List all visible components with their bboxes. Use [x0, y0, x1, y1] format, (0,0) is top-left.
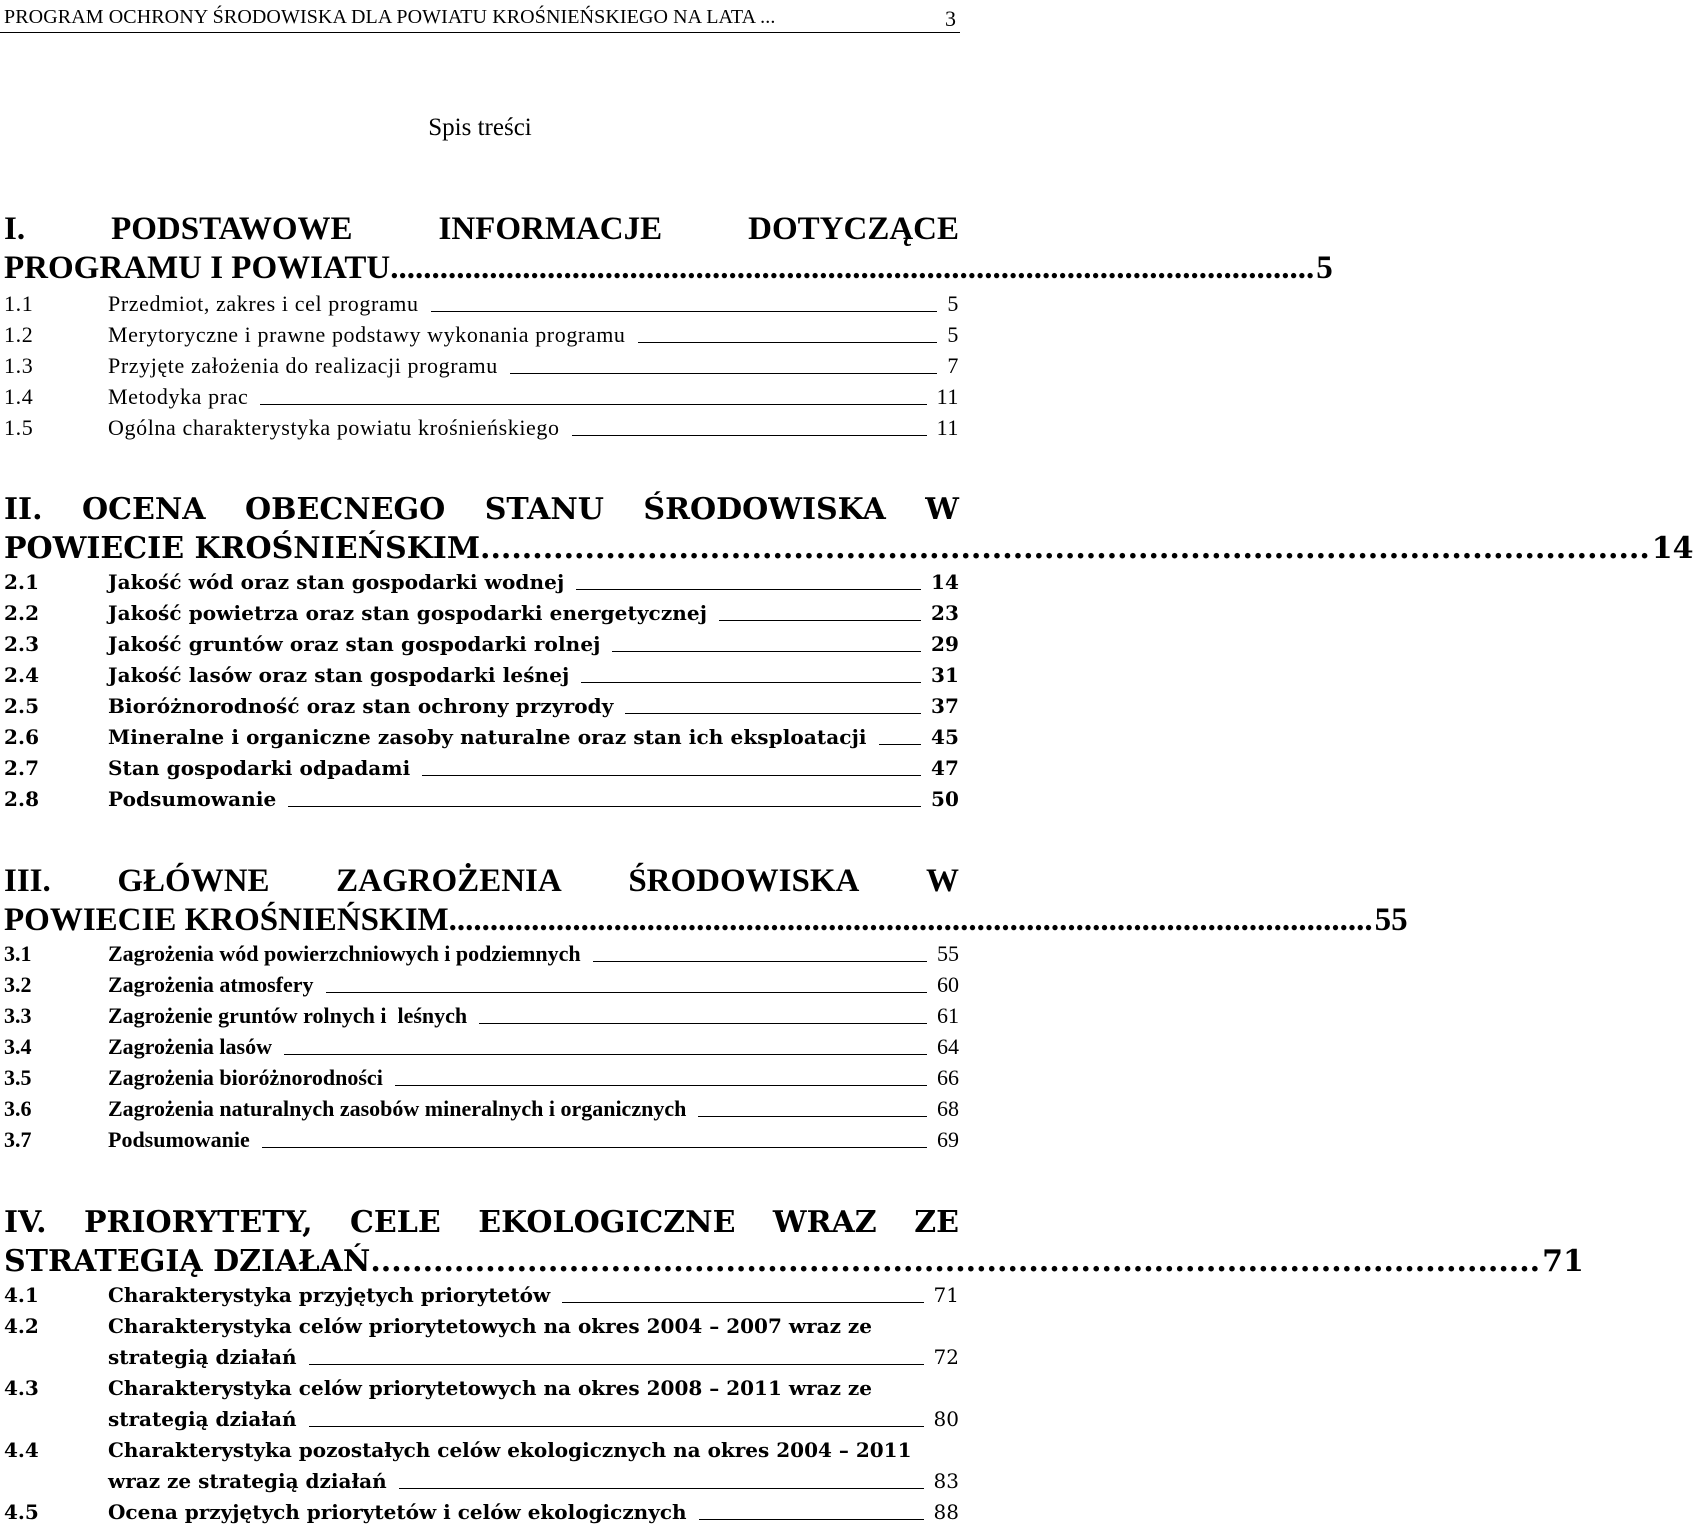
- toc-entry[interactable]: 3.4 Zagrożenia lasów 64: [4, 1034, 959, 1059]
- chapter-title: POWIECIE KROŚNIEŃSKIM: [4, 531, 481, 566]
- toc-entry[interactable]: 1.5 Ogólna charakterystyka powiatu krośnieńskiego 11: [4, 415, 959, 440]
- dot-leader: ................................................................................................................: [480, 531, 1650, 566]
- leader-line: [698, 1116, 927, 1117]
- leader-line: [638, 342, 938, 343]
- leader-line: [262, 1147, 927, 1148]
- leader-line: [422, 775, 921, 776]
- chapter-heading-line1: II. OCENA OBECNEGO STANU ŚRODOWISKA W: [4, 492, 959, 527]
- running-header: [0, 2, 960, 33]
- chapter-numeral: IV.: [4, 1205, 47, 1240]
- toc-entry[interactable]: 4.5 Ocena przyjętych priorytetów i celów ekologicznych 88: [4, 1500, 959, 1524]
- leader-line: [719, 620, 921, 621]
- toc-title: Spis treści: [428, 114, 532, 141]
- chapter-title: STRATEGIĄ DZIAŁAŃ: [4, 1244, 371, 1279]
- toc-entry[interactable]: 2.7 Stan gospodarki odpadami 47: [4, 756, 959, 780]
- toc-entry[interactable]: 1.2 Merytoryczne i prawne podstawy wykonania programu 5: [4, 322, 959, 347]
- leader-line: [562, 1302, 923, 1303]
- chapter-page: 14: [1651, 531, 1694, 566]
- toc-entry[interactable]: 1.3 Przyjęte założenia do realizacji programu 7: [4, 353, 959, 378]
- leader-line: [284, 1054, 927, 1055]
- leader-line: [395, 1085, 927, 1086]
- leader-line: [479, 1023, 927, 1024]
- leader-line: [879, 744, 921, 745]
- chapter-heading-line1: I. PODSTAWOWE INFORMACJE DOTYCZĄCE: [4, 211, 959, 247]
- toc-entry[interactable]: 3.3 Zagrożenie gruntów rolnych i leśnych 61: [4, 1003, 959, 1028]
- leader-line: [309, 1426, 924, 1427]
- leader-line: [581, 682, 921, 683]
- leader-line: [612, 651, 920, 652]
- toc-entry[interactable]: 4.4 Charakterystyka pozostałych celów ekologicznych na okres 2004 – 2011 wraz ze strategią działań 83: [4, 1438, 959, 1493]
- toc-entry[interactable]: 2.8 Podsumowanie 50: [4, 787, 959, 811]
- page-number: 3: [945, 6, 956, 31]
- leader-line: [288, 806, 921, 807]
- chapter-heading-line1: III. GŁÓWNE ZAGROŻENIA ŚRODOWISKA W: [4, 863, 959, 899]
- chapter-heading-line2: [4, 901, 1408, 940]
- toc-chapter[interactable]: [4, 1203, 1584, 1525]
- toc-entry[interactable]: 4.1 Charakterystyka przyjętych priorytetów 71: [4, 1283, 959, 1307]
- chapter-heading-line2: [4, 249, 1333, 288]
- toc-chapter[interactable]: [4, 490, 1694, 812]
- toc-chapter[interactable]: [4, 210, 1333, 441]
- chapter-page: 5: [1316, 250, 1333, 286]
- leader-line: [699, 1519, 924, 1520]
- dot-leader: ................................................................................................................: [448, 902, 1373, 938]
- leader-line: [510, 373, 938, 374]
- chapter-heading-line2: [4, 529, 1694, 568]
- toc-entry[interactable]: 2.6 Mineralne i organiczne zasoby naturalne oraz stan ich eksploatacji 45: [4, 725, 959, 749]
- chapter-numeral: II.: [4, 492, 43, 527]
- leader-line: [399, 1488, 924, 1489]
- chapter-title: POWIECIE KROŚNIEŃSKIM: [4, 902, 449, 938]
- toc-entry[interactable]: 2.3 Jakość gruntów oraz stan gospodarki rolnej 29: [4, 632, 959, 656]
- leader-line: [572, 435, 927, 436]
- toc-entry[interactable]: 2.2 Jakość powietrza oraz stan gospodarki energetycznej 23: [4, 601, 959, 625]
- chapter-heading-line2: [4, 1242, 1584, 1281]
- chapter-numeral: III.: [4, 863, 51, 899]
- toc-entry[interactable]: 2.1 Jakość wód oraz stan gospodarki wodnej 14: [4, 570, 959, 594]
- leader-line: [593, 961, 927, 962]
- toc-entry[interactable]: 2.5 Bioróżnorodność oraz stan ochrony przyrody 37: [4, 694, 959, 718]
- toc-entry[interactable]: 3.5 Zagrożenia bioróżnorodności 66: [4, 1065, 959, 1090]
- toc-entry[interactable]: 1.1 Przedmiot, zakres i cel programu 5: [4, 291, 959, 316]
- toc-entry[interactable]: 4.3 Charakterystyka celów priorytetowych na okres 2008 – 2011 wraz ze strategią działań 80: [4, 1376, 959, 1431]
- dot-leader: ................................................................................................................: [370, 1244, 1541, 1279]
- chapter-page: 71: [1542, 1244, 1584, 1279]
- chapter-page: 55: [1374, 902, 1408, 938]
- chapter-title: PROGRAMU I POWIATU: [4, 250, 391, 286]
- toc-chapter[interactable]: [4, 862, 1408, 1153]
- leader-line: [326, 992, 928, 993]
- toc-entry[interactable]: 3.6 Zagrożenia naturalnych zasobów mineralnych i organicznych 68: [4, 1096, 959, 1121]
- toc-entry[interactable]: 3.1 Zagrożenia wód powierzchniowych i podziemnych 55: [4, 941, 959, 966]
- header-title: PROGRAM OCHRONY ŚRODOWISKA DLA POWIATU KROŚNIEŃSKIEGO NA LATA ...: [4, 6, 776, 28]
- toc-entry[interactable]: 4.2 Charakterystyka celów priorytetowych na okres 2004 – 2007 wraz ze strategią działań 72: [4, 1314, 959, 1369]
- leader-line: [625, 713, 920, 714]
- leader-line: [260, 404, 926, 405]
- chapter-heading-line1: IV. PRIORYTETY, CELE EKOLOGICZNE WRAZ ZE: [4, 1205, 959, 1240]
- toc-entry[interactable]: 1.4 Metodyka prac 11: [4, 384, 959, 409]
- chapter-numeral: I.: [4, 211, 26, 247]
- toc-entry[interactable]: 3.7 Podsumowanie 69: [4, 1127, 959, 1152]
- dot-leader: ................................................................................................................: [390, 250, 1315, 286]
- toc-entry[interactable]: 3.2 Zagrożenia atmosfery 60: [4, 972, 959, 997]
- leader-line: [576, 589, 921, 590]
- leader-line: [431, 311, 938, 312]
- toc-entry[interactable]: 2.4 Jakość lasów oraz stan gospodarki leśnej 31: [4, 663, 959, 687]
- leader-line: [309, 1364, 924, 1365]
